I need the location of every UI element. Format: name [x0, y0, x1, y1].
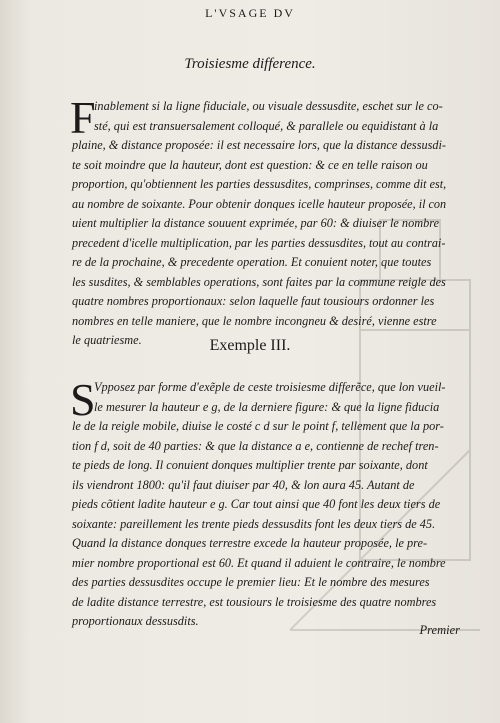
text-line: tion f d, soit de 40 parties: & que la distance a e, contienne de rechef tren- [72, 438, 439, 453]
section-title: Exemple III. [209, 337, 291, 354]
text-line: de ladite distance terrestre, est tousiours le troisiesme des quatre nombres [72, 594, 437, 609]
text-line: Vpposez par forme d'exẽple de ceste troisiesme differẽce, que lon vueil- [94, 380, 446, 394]
text-line: le quatriesme. [72, 333, 142, 347]
section2-body [70, 374, 446, 632]
text-line: sté, qui est transuersalement colloqué, & parallele ou equidistant à la [94, 118, 439, 133]
text-line: le de la reigle mobile, diuise le costé c d sur le point f, tellement que la por- [72, 419, 444, 433]
text-line: plaine, & distance proposée: il est necessaire lors, que la distance dessusdi- [72, 138, 446, 152]
text-line: pieds cõtient ladite hauteur e g. Car tout ainsi que 40 font les deux tiers de [72, 497, 441, 511]
text-line: soixante: pareillement les trente pieds dessusdits font les deux tiers de 45. [72, 516, 436, 531]
text-line: ils viendront 1800: qu'il faut diuiser par 40, & lon aura 45. Autant de [72, 477, 415, 492]
text-line: quatre nombres proportionaux: selon laquelle faut tousiours ordonner les [72, 294, 435, 308]
text-line: les susdites, & semblables operations, sont faites par la commune reigle des [72, 274, 446, 289]
text-line: mier nombre proportional est 60. Et quand il aduient le contraire, le nombre [72, 555, 446, 570]
text-line: inablement si la ligne fiduciale, ou visuale dessusdite, eschet sur le co- [94, 99, 443, 113]
text-line: Quand la distance donques terrestre excede la hauteur proposée, le pre- [72, 536, 428, 550]
text-line: proportion, qu'obtiennent les parties dessusdites, comprinses, comme dit est, [72, 177, 447, 191]
text-line: le mesurer la hauteur e g, de la derniere figure: & que la ligne fiducia [94, 399, 440, 414]
text-line: te soit moindre que la hauteur, dont est question: & ce en telle raison ou [72, 157, 428, 172]
text-line: re de la prochaine, & precedente operation. Et conuient noter, que toutes [72, 255, 432, 269]
section-title: Troisiesme difference. [184, 56, 316, 72]
catchword: Premier [419, 623, 460, 637]
text-line: nombres en telle maniere, que le nombre incongneu & desiré, vienne estre [72, 313, 437, 328]
drop-capital: F [70, 92, 96, 143]
section1-body [70, 92, 447, 351]
text-line: proportionaux dessusdits. [72, 614, 199, 628]
text-line: precedent d'icelle multiplication, par les parties dessusdites, tout au contrai- [72, 235, 446, 250]
running-head: L'VSAGE DV [205, 6, 295, 20]
drop-capital: S [70, 374, 96, 425]
text-line: des parties dessusdites occupe le premier lieu: Et le nombre des mesures [72, 575, 430, 589]
text-line: au nombre de soixante. Pour obtenir donques icelle hauteur proposée, il con [72, 196, 447, 211]
text-line: uient multiplier la distance souuent exprimée, par 60: & diuiser le nombre [72, 216, 440, 230]
text-line: te pieds de long. Il conuient donques multiplier trente par soixante, dont [72, 458, 428, 472]
